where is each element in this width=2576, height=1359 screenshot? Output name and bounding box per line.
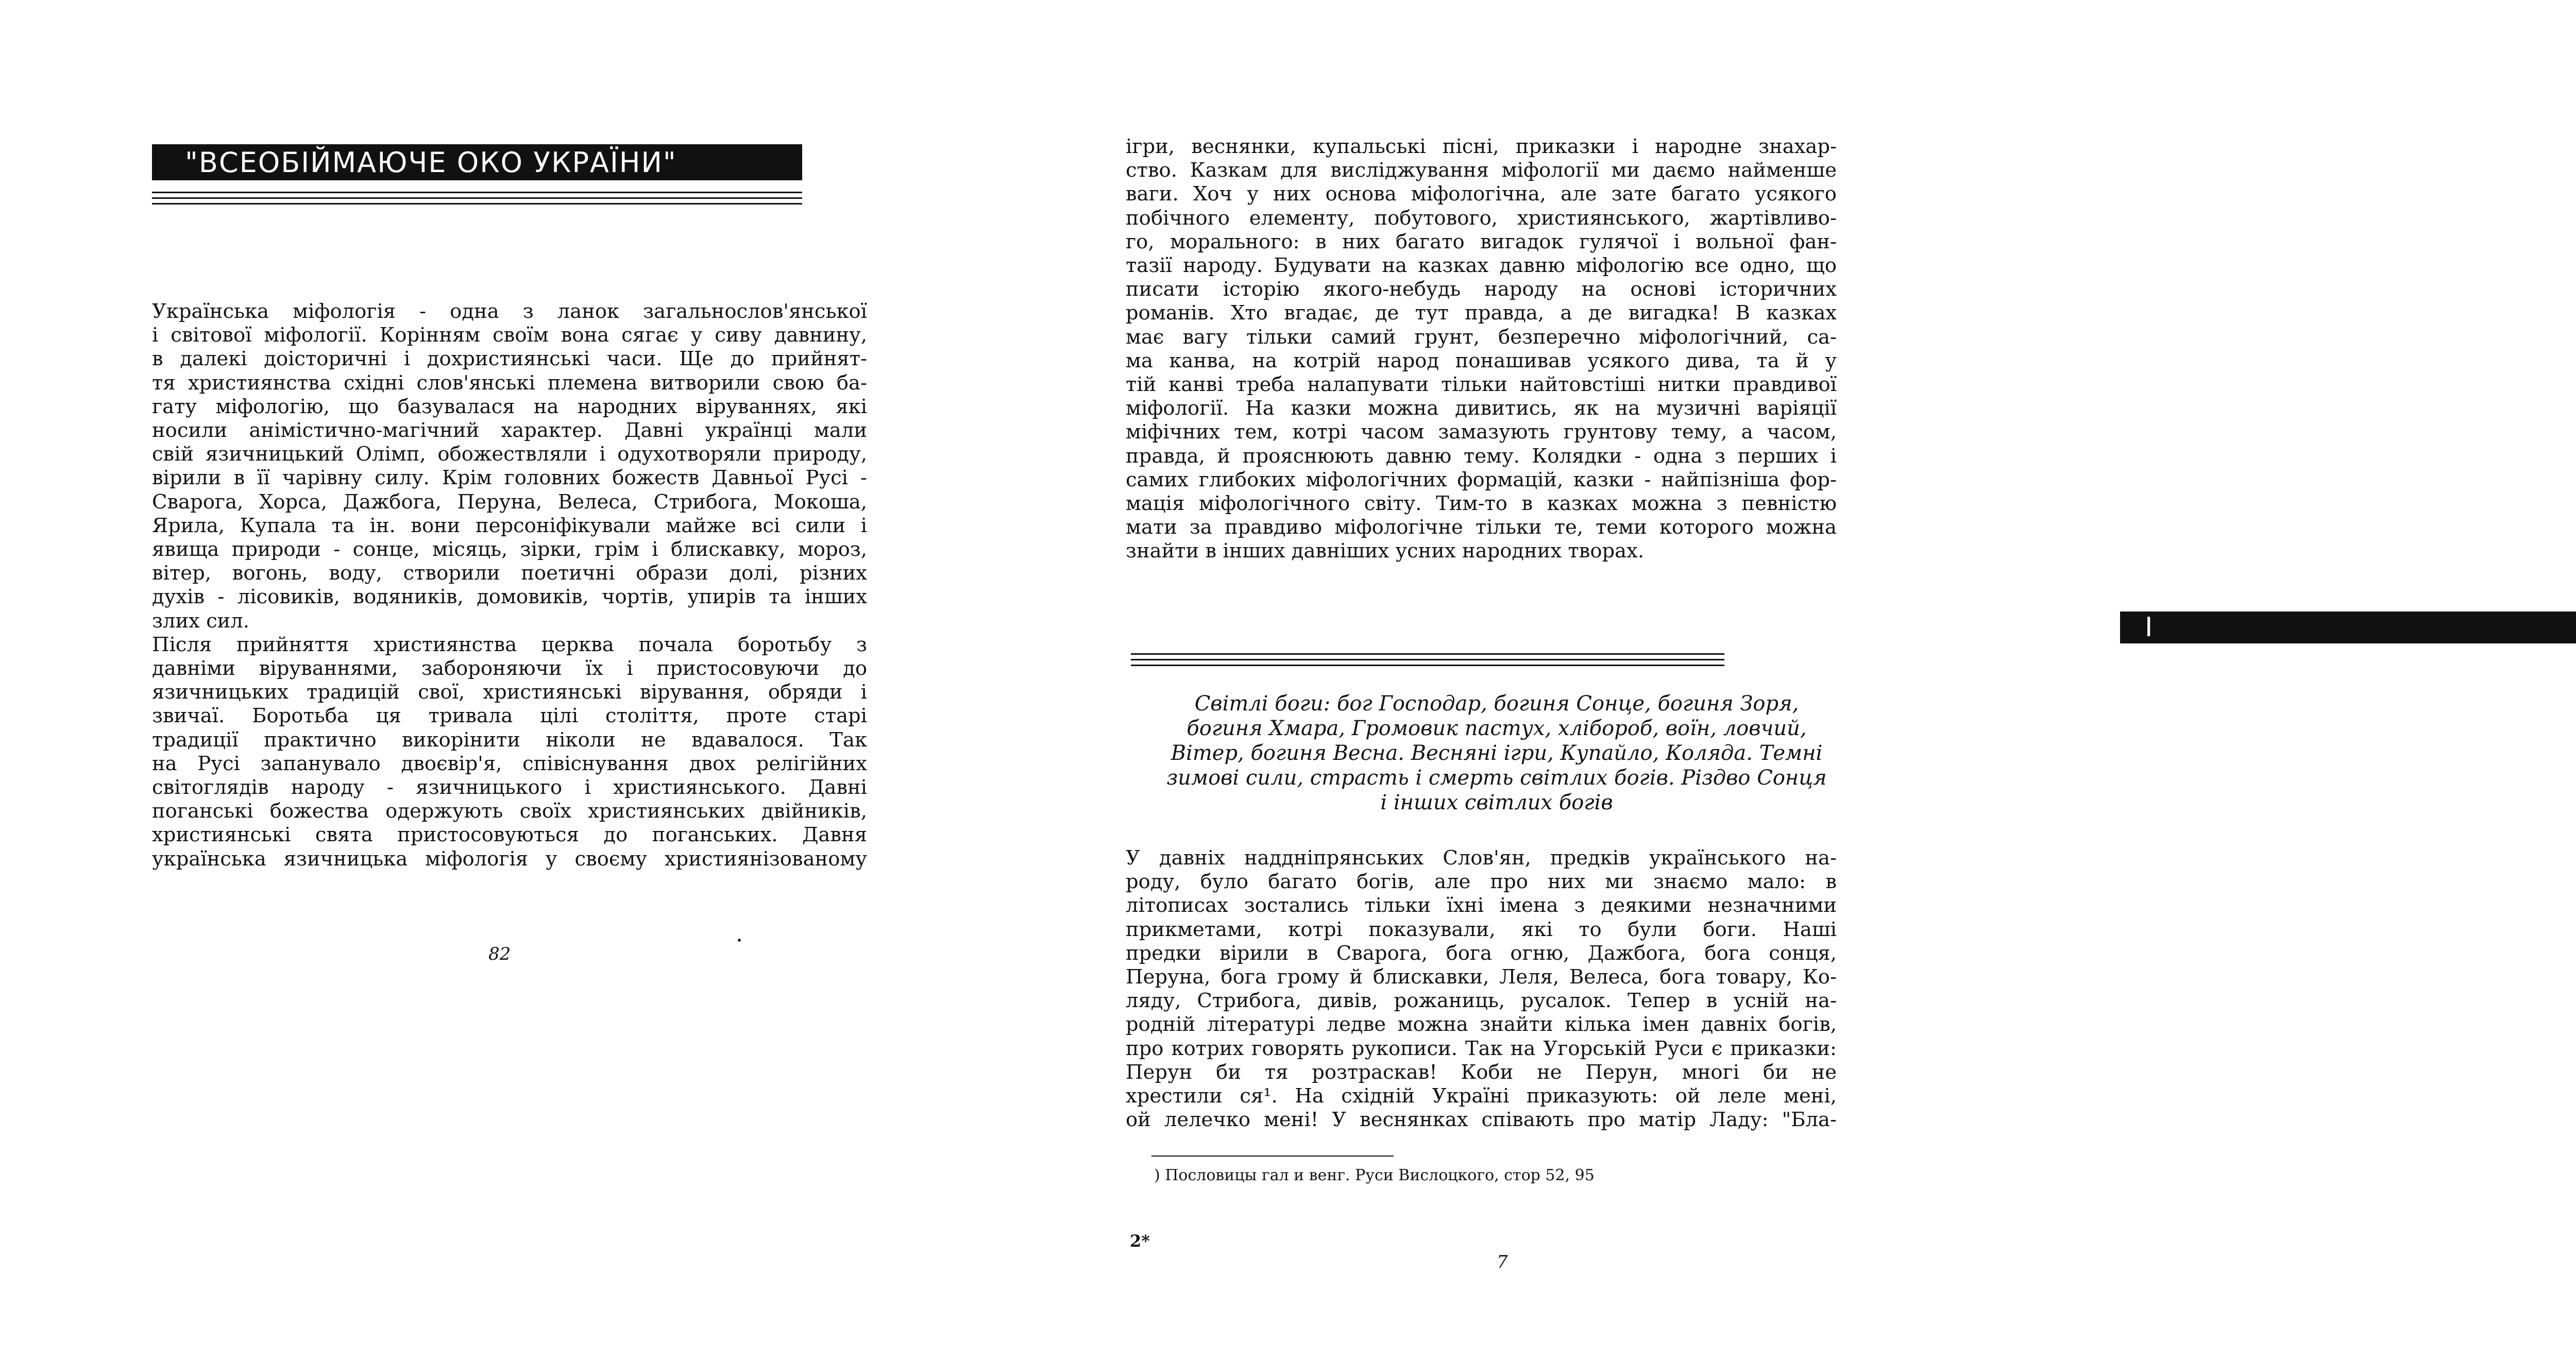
text-line: мація міфологічного світу. Тим-то в казках можна з певністю xyxy=(1126,492,1837,516)
text-line: явища природи - сонце, місяць, зірки, грім і блискавку, мороз, xyxy=(152,538,867,562)
text-line: Ярила, Купала та ін. вони персоніфікували майже всі сили і xyxy=(152,514,867,537)
text-line: про котрих говорять рукописи. Так на Угорській Руси є приказки: xyxy=(1126,1037,1837,1060)
text-line: звичаї. Боротьба ця тривала цілі століття, проте старі xyxy=(152,704,867,728)
text-line: злих сил. xyxy=(152,609,249,633)
title-rule-3 xyxy=(152,203,802,205)
text-line: на Русі запанувало двоєвір'я, співіснування двох релігійних xyxy=(152,752,867,775)
text-line: Після прийняття християнства церква почала боротьбу з xyxy=(152,633,867,656)
right-page xyxy=(989,0,2153,1359)
right-body-text xyxy=(1126,846,1837,1132)
title-rule-2 xyxy=(152,197,802,199)
chapter-title: "ВСЕОБІЙМАЮЧЕ ОКО УКРАЇНИ" xyxy=(152,144,802,180)
text-line: правда, й прояснюють давню тему. Колядки - одна з перших і xyxy=(1126,444,1837,468)
text-line: носили анімістично-магічний характер. Давні українці мали xyxy=(152,419,867,443)
footnote-divider xyxy=(1151,1156,1394,1157)
text-line: світоглядів народу - язичницького і християнського. Давні xyxy=(152,776,867,800)
text-line: ой лелечко мені! У веснянках співають про матір Ладу: "Бла- xyxy=(1126,1108,1837,1132)
text-line: ляду, Стрибога, дивів, рожаниць, русалок. Тепер в усній на- xyxy=(1126,989,1837,1013)
text-line: вірили в її чарівну силу. Крім головних божеств Давньої Русі - xyxy=(152,466,867,490)
section-subtitle xyxy=(1126,691,1868,815)
text-line: духів - лісовиків, водяників, домовиків, чортів, упирів та інших xyxy=(152,585,867,609)
section-rule-2 xyxy=(1131,659,1724,660)
subtitle-line: Вітер, богиня Весна. Весняні ігри, Купайло, Коляда. Темні xyxy=(1171,741,1823,765)
text-line: українська язичницька міфологія у своєму християнізованому xyxy=(152,847,867,871)
text-line: У давніх наддніпрянських Слов'ян, предків українського на- xyxy=(1126,846,1837,870)
page-number-right: 7 xyxy=(1497,1252,1508,1272)
text-line: тя християнства східні слов'янські племена витворили свою ба- xyxy=(152,371,867,395)
text-line: і світової міфології. Корінням своїм вона сягає у сиву давнину, xyxy=(152,324,867,347)
text-line: побічного елементу, побутового, християнського, жартівливо- xyxy=(1126,206,1837,230)
text-line: Сварога, Хорса, Дажбога, Перуна, Велеса, Стрибога, Мокоша, xyxy=(152,490,867,514)
text-line: мати за правдиво міфологічне тільки те, теми которого можна xyxy=(1126,516,1837,539)
section-heading: I xyxy=(2120,611,2576,643)
text-line: Перуна, бога грому й блискавки, Леля, Велеса, бога товару, Ко- xyxy=(1126,965,1837,989)
text-line: Перун би тя розтраскав! Коби не Перун, многі би не xyxy=(1126,1060,1837,1084)
text-line: ство. Казкам для висліджування міфології ми даємо найменше xyxy=(1126,159,1837,182)
text-line: Українська міфологія - одна з ланок загальнослов'янської xyxy=(152,300,867,323)
left-body-text xyxy=(152,300,867,871)
text-line: писати історію якого-небудь народу на основі історичних xyxy=(1126,278,1837,301)
text-line: літописах зостались тільки їхні імена з деякими незначними xyxy=(1126,894,1837,918)
section-rule-1 xyxy=(1131,653,1724,655)
text-line: має вагу тільки самий грунт, безперечно міфологічний, са- xyxy=(1126,325,1837,349)
text-line: язичницьких традицій свої, християнські вірування, обряди і xyxy=(152,681,867,704)
subtitle-line: зимові сили, страсть і смерть світлих богів. Різдво Сонця xyxy=(1166,766,1827,790)
text-line: тазії народу. Будувати на казках давню міфологію все одно, що xyxy=(1126,254,1837,278)
text-line: християнські свята пристосовуються до поганських. Давня xyxy=(152,823,867,847)
subtitle-line: і інших світлих богів xyxy=(1380,791,1613,814)
text-line: прикметами, котрі показували, які то були боги. Наші xyxy=(1126,918,1837,941)
text-line: міфічних тем, котрі часом замазують грунтову тему, а часом, xyxy=(1126,420,1837,444)
text-line: ігри, веснянки, купальські пісні, приказки і народне знахар- xyxy=(1126,135,1837,158)
text-line: вітер, вогонь, воду, створили поетичні образи долі, різних xyxy=(152,562,867,585)
text-line: традиції практично викорінити ніколи не вдавалося. Так xyxy=(152,728,867,752)
subtitle-line: богиня Хмара, Громовик пастух, хлібороб, воїн, ловчий, xyxy=(1187,717,1807,740)
text-line: свій язичницький Олімп, обожествляли і одухотворяли природу, xyxy=(152,443,867,466)
title-rule-1 xyxy=(152,192,802,193)
text-line: роду, було багато богів, але про них ми знаємо мало: в xyxy=(1126,870,1837,894)
right-top-text xyxy=(1126,135,1837,564)
text-line: хрестили ся¹. На східній Україні приказують: ой леле мені, xyxy=(1126,1084,1837,1108)
text-line: ваги. Хоч у них основа міфологічна, але зате багато усякого xyxy=(1126,182,1837,206)
subtitle-line: Світлі боги: бог Господар, богиня Сонце, богиня Зоря, xyxy=(1194,692,1799,716)
text-line: в далекі доісторичні і дохристиянські часи. Ще до прийнят- xyxy=(152,347,867,371)
text-line: го, морального: в них багато вигадок гулячої і вольної фан- xyxy=(1126,230,1837,253)
text-line: давніми віруваннями, забороняючи їх і пристосовуючи до xyxy=(152,657,867,681)
ink-dot xyxy=(738,939,741,942)
text-line: самих глибоких міфологічних формацій, казки - найпізніша фор- xyxy=(1126,468,1837,491)
text-line: романів. Хто вгадає, де тут правда, а де вигадка! В казках xyxy=(1126,301,1837,325)
text-line: ма канва, на котрій народ понашивав усякого дива, та й у xyxy=(1126,349,1837,372)
left-page xyxy=(0,0,989,1359)
section-rule-3 xyxy=(1131,665,1724,666)
footnote: ) Пословицы гал и венг. Руси Вислоцкого, стор 52, 95 xyxy=(1154,1166,1595,1184)
text-line: поганські божества одержують своїх християнських двійників, xyxy=(152,800,867,823)
page-number-left: 82 xyxy=(488,944,511,964)
signature-mark: 2* xyxy=(1130,1231,1150,1251)
text-line: предки вірили в Сварога, бога огню, Дажбога, бога сонця, xyxy=(1126,941,1837,965)
text-line: гату міфологію, що базувалася на народних віруваннях, які xyxy=(152,395,867,418)
text-line: родній літературі ледве можна знайти кілька імен давніх богів, xyxy=(1126,1013,1837,1037)
text-line: знайти в інших давніших усних народних творах. xyxy=(1126,539,1645,563)
text-line: тій канві треба налапувати тільки найтовстіші нитки правдивої xyxy=(1126,373,1837,397)
text-line: міфології. На казки можна дивитись, як на музичні варіяції xyxy=(1126,397,1837,420)
